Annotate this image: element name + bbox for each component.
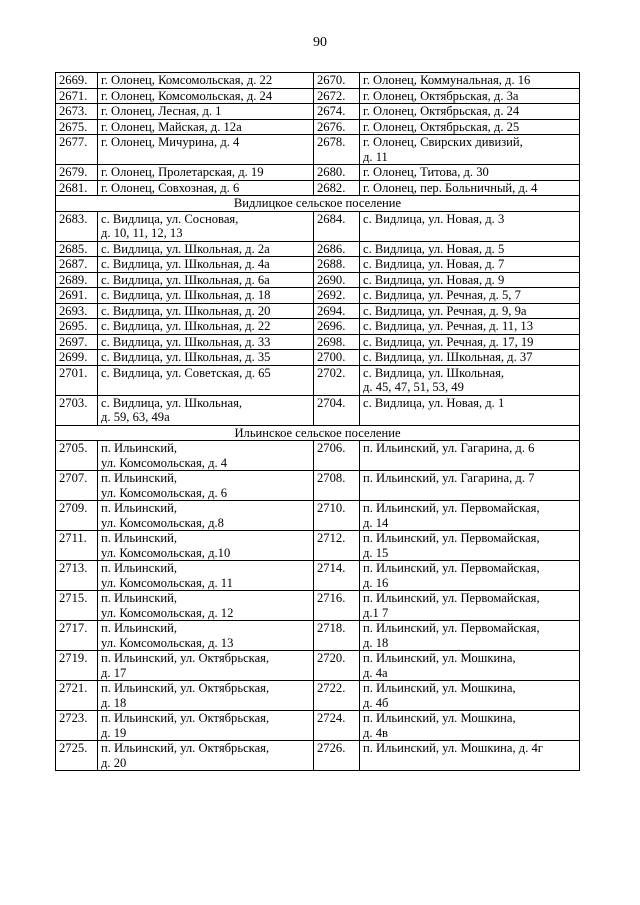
entry-number-right: 2702.: [314, 365, 360, 395]
address-left: г. Олонец, Совхозная, д. 6: [98, 180, 314, 196]
entry-number-right: 2674.: [314, 104, 360, 120]
entry-number-right: 2670.: [314, 73, 360, 89]
table-row: [56, 501, 580, 531]
table-row: [56, 441, 580, 471]
entry-number-right: 2710.: [314, 501, 360, 531]
table-row: [56, 350, 580, 366]
address-table: [55, 72, 580, 771]
entry-number-left: 2725.: [56, 741, 98, 771]
entry-number-right: 2684.: [314, 211, 360, 241]
address-right: с. Видлица, ул. Школьная, д. 37: [360, 350, 580, 366]
table-row: [56, 531, 580, 561]
entry-number-right: 2692.: [314, 288, 360, 304]
address-right: г. Олонец, Свирских дивизий, д. 11: [360, 135, 580, 165]
table-row: [56, 104, 580, 120]
address-right: г. Олонец, Октябрьская, д. 3а: [360, 88, 580, 104]
address-left: с. Видлица, ул. Сосновая, д. 10, 11, 12, 13: [98, 211, 314, 241]
address-left: г. Олонец, Пролетарская, д. 19: [98, 165, 314, 181]
table-row: [56, 741, 580, 771]
address-left: п. Ильинский, ул. Комсомольская, д. 11: [98, 561, 314, 591]
entry-number-right: 2722.: [314, 681, 360, 711]
address-left: с. Видлица, ул. Школьная, д. 6а: [98, 272, 314, 288]
entry-number-right: 2708.: [314, 471, 360, 501]
entry-number-left: 2697.: [56, 334, 98, 350]
address-right: п. Ильинский, ул. Первомайская, д. 16: [360, 561, 580, 591]
entry-number-left: 2673.: [56, 104, 98, 120]
table-row: [56, 621, 580, 651]
address-right: п. Ильинский, ул. Первомайская, д. 14: [360, 501, 580, 531]
entry-number-left: 2693.: [56, 303, 98, 319]
address-left: п. Ильинский, ул. Октябрьская, д. 17: [98, 651, 314, 681]
entry-number-right: 2718.: [314, 621, 360, 651]
address-right: с. Видлица, ул. Речная, д. 5, 7: [360, 288, 580, 304]
entry-number-left: 2681.: [56, 180, 98, 196]
table-row: [56, 165, 580, 181]
table-row: [56, 257, 580, 273]
entry-number-left: 2705.: [56, 441, 98, 471]
entry-number-left: 2713.: [56, 561, 98, 591]
entry-number-right: 2698.: [314, 334, 360, 350]
entry-number-right: 2686.: [314, 241, 360, 257]
table-row: [56, 135, 580, 165]
address-left: с. Видлица, ул. Школьная, д. 20: [98, 303, 314, 319]
entry-number-right: 2672.: [314, 88, 360, 104]
address-right: с. Видлица, ул. Новая, д. 3: [360, 211, 580, 241]
entry-number-right: 2678.: [314, 135, 360, 165]
entry-number-right: 2726.: [314, 741, 360, 771]
address-right: п. Ильинский, ул. Первомайская, д.1 7: [360, 591, 580, 621]
table-row: [56, 211, 580, 241]
address-left: г. Олонец, Комсомольская, д. 22: [98, 73, 314, 89]
table-row: [56, 395, 580, 425]
entry-number-left: 2701.: [56, 365, 98, 395]
table-row: [56, 288, 580, 304]
address-left: с. Видлица, ул. Школьная, д. 59, 63, 49а: [98, 395, 314, 425]
table-row: [56, 561, 580, 591]
entry-number-left: 2707.: [56, 471, 98, 501]
section-header-row: [56, 425, 580, 441]
entry-number-left: 2669.: [56, 73, 98, 89]
entry-number-right: 2712.: [314, 531, 360, 561]
table-row: [56, 711, 580, 741]
address-right: п. Ильинский, ул. Первомайская, д. 18: [360, 621, 580, 651]
table-row: [56, 651, 580, 681]
address-right: с. Видлица, ул. Речная, д. 17, 19: [360, 334, 580, 350]
entry-number-left: 2715.: [56, 591, 98, 621]
entry-number-left: 2683.: [56, 211, 98, 241]
entry-number-left: 2721.: [56, 681, 98, 711]
table-row: [56, 471, 580, 501]
section-title: Видлицкое сельское поселение: [56, 196, 580, 212]
entry-number-left: 2711.: [56, 531, 98, 561]
address-right: с. Видлица, ул. Речная, д. 11, 13: [360, 319, 580, 335]
entry-number-right: 2680.: [314, 165, 360, 181]
entry-number-left: 2695.: [56, 319, 98, 335]
address-left: п. Ильинский, ул. Комсомольская, д. 6: [98, 471, 314, 501]
table-row: [56, 73, 580, 89]
entry-number-left: 2709.: [56, 501, 98, 531]
entry-number-right: 2704.: [314, 395, 360, 425]
address-right: п. Ильинский, ул. Мошкина, д. 4а: [360, 651, 580, 681]
address-right: п. Ильинский, ул. Первомайская, д. 15: [360, 531, 580, 561]
address-right: с. Видлица, ул. Школьная, д. 45, 47, 51, 53, 49: [360, 365, 580, 395]
entry-number-left: 2677.: [56, 135, 98, 165]
address-left: п. Ильинский, ул. Комсомольская, д.10: [98, 531, 314, 561]
address-left: п. Ильинский, ул. Октябрьская, д. 19: [98, 711, 314, 741]
entry-number-right: 2714.: [314, 561, 360, 591]
address-right: с. Видлица, ул. Новая, д. 5: [360, 241, 580, 257]
address-table-body: [56, 73, 580, 771]
entry-number-right: 2682.: [314, 180, 360, 196]
address-left: г. Олонец, Лесная, д. 1: [98, 104, 314, 120]
address-left: г. Олонец, Мичурина, д. 4: [98, 135, 314, 165]
address-right: г. Олонец, пер. Больничный, д. 4: [360, 180, 580, 196]
address-left: п. Ильинский, ул. Комсомольская, д.8: [98, 501, 314, 531]
entry-number-left: 2687.: [56, 257, 98, 273]
entry-number-right: 2688.: [314, 257, 360, 273]
entry-number-left: 2671.: [56, 88, 98, 104]
entry-number-right: 2724.: [314, 711, 360, 741]
table-row: [56, 88, 580, 104]
table-row: [56, 334, 580, 350]
address-right: с. Видлица, ул. Новая, д. 9: [360, 272, 580, 288]
entry-number-left: 2723.: [56, 711, 98, 741]
address-left: с. Видлица, ул. Школьная, д. 4а: [98, 257, 314, 273]
address-right: г. Олонец, Октябрьская, д. 25: [360, 119, 580, 135]
address-right: с. Видлица, ул. Новая, д. 7: [360, 257, 580, 273]
entry-number-right: 2694.: [314, 303, 360, 319]
table-row: [56, 241, 580, 257]
address-right: с. Видлица, ул. Речная, д. 9, 9а: [360, 303, 580, 319]
table-row: [56, 180, 580, 196]
address-left: п. Ильинский, ул. Комсомольская, д. 13: [98, 621, 314, 651]
table-row: [56, 319, 580, 335]
address-right: п. Ильинский, ул. Мошкина, д. 4б: [360, 681, 580, 711]
entry-number-right: 2676.: [314, 119, 360, 135]
address-left: п. Ильинский, ул. Комсомольская, д. 4: [98, 441, 314, 471]
address-left: п. Ильинский, ул. Комсомольская, д. 12: [98, 591, 314, 621]
entry-number-right: 2696.: [314, 319, 360, 335]
table-row: [56, 272, 580, 288]
address-left: с. Видлица, ул. Школьная, д. 33: [98, 334, 314, 350]
table-row: [56, 119, 580, 135]
table-row: [56, 681, 580, 711]
entry-number-left: 2703.: [56, 395, 98, 425]
table-row: [56, 365, 580, 395]
address-left: г. Олонец, Комсомольская, д. 24: [98, 88, 314, 104]
entry-number-left: 2719.: [56, 651, 98, 681]
address-left: с. Видлица, ул. Школьная, д. 35: [98, 350, 314, 366]
address-right: п. Ильинский, ул. Мошкина, д. 4г: [360, 741, 580, 771]
section-title: Ильинское сельское поселение: [56, 425, 580, 441]
address-right: г. Олонец, Октябрьская, д. 24: [360, 104, 580, 120]
address-left: п. Ильинский, ул. Октябрьская, д. 18: [98, 681, 314, 711]
address-right: с. Видлица, ул. Новая, д. 1: [360, 395, 580, 425]
address-right: п. Ильинский, ул. Гагарина, д. 7: [360, 471, 580, 501]
address-right: п. Ильинский, ул. Гагарина, д. 6: [360, 441, 580, 471]
entry-number-left: 2679.: [56, 165, 98, 181]
address-left: с. Видлица, ул. Школьная, д. 2а: [98, 241, 314, 257]
entry-number-left: 2699.: [56, 350, 98, 366]
entry-number-left: 2689.: [56, 272, 98, 288]
address-left: с. Видлица, ул. Школьная, д. 22: [98, 319, 314, 335]
entry-number-left: 2675.: [56, 119, 98, 135]
address-right: г. Олонец, Коммунальная, д. 16: [360, 73, 580, 89]
address-left: п. Ильинский, ул. Октябрьская, д. 20: [98, 741, 314, 771]
entry-number-left: 2717.: [56, 621, 98, 651]
entry-number-right: 2700.: [314, 350, 360, 366]
entry-number-right: 2690.: [314, 272, 360, 288]
entry-number-right: 2716.: [314, 591, 360, 621]
address-left: с. Видлица, ул. Советская, д. 65: [98, 365, 314, 395]
entry-number-left: 2691.: [56, 288, 98, 304]
table-row: [56, 303, 580, 319]
entry-number-right: 2720.: [314, 651, 360, 681]
section-header-row: [56, 196, 580, 212]
page-number: 90: [313, 35, 327, 50]
address-left: г. Олонец, Майская, д. 12а: [98, 119, 314, 135]
address-right: п. Ильинский, ул. Мошкина, д. 4в: [360, 711, 580, 741]
address-right: г. Олонец, Титова, д. 30: [360, 165, 580, 181]
entry-number-right: 2706.: [314, 441, 360, 471]
table-row: [56, 591, 580, 621]
address-left: с. Видлица, ул. Школьная, д. 18: [98, 288, 314, 304]
entry-number-left: 2685.: [56, 241, 98, 257]
